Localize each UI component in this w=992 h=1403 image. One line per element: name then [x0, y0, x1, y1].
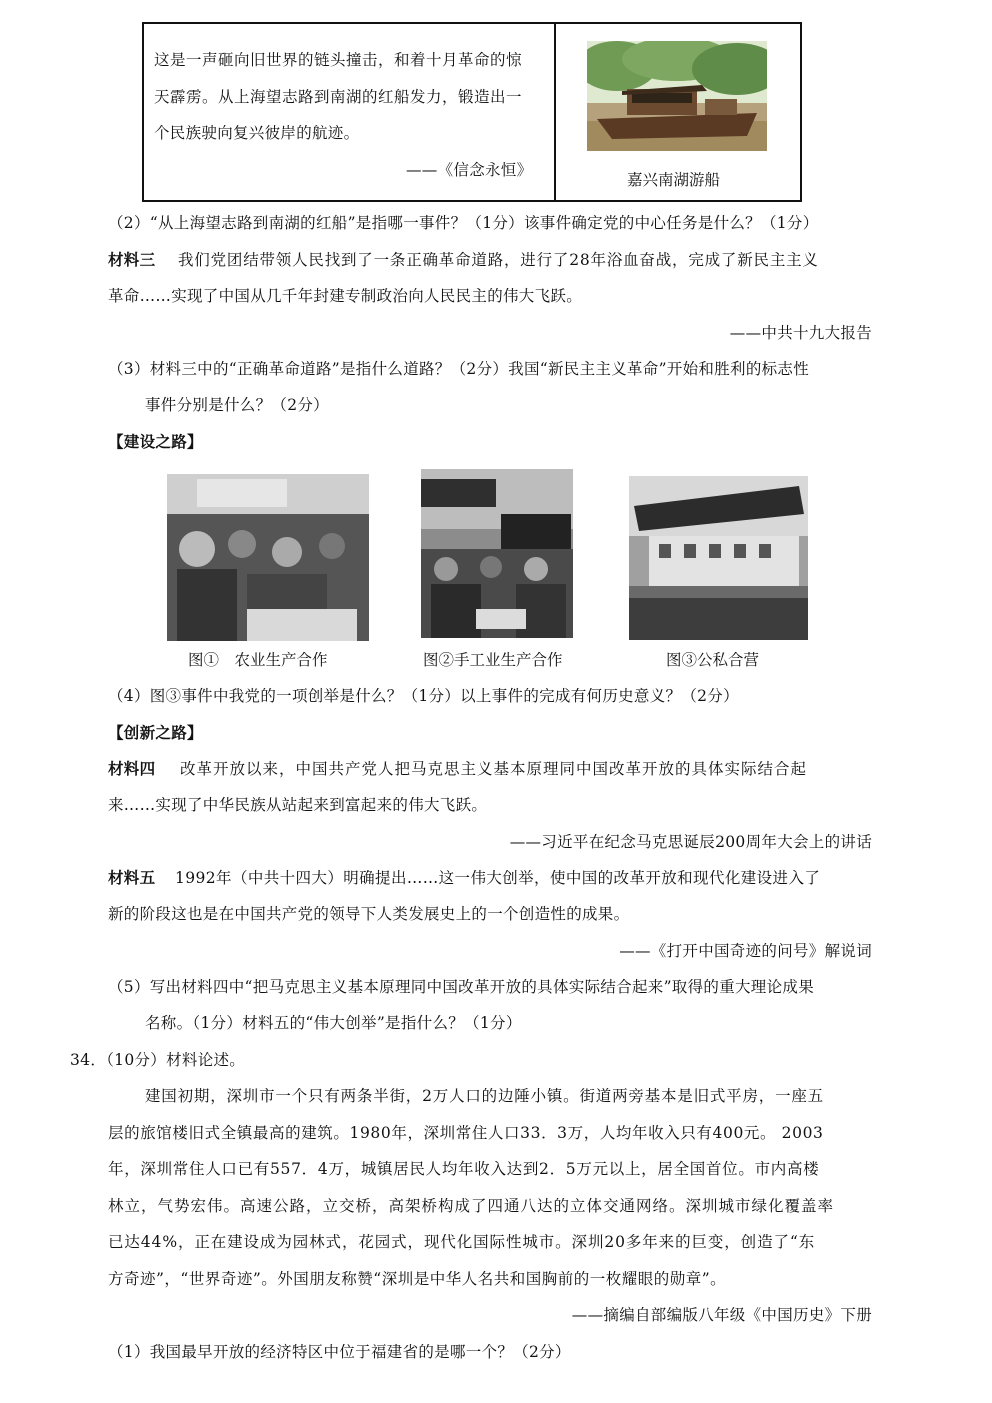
question-3-line-2: 事件分别是什么？（2分）	[145, 396, 329, 414]
material-3-line-2: 革命……实现了中国从几千年封建专制政治向人民民主的伟大飞跃。	[108, 287, 583, 305]
q34-question-1: （1）我国最早开放的经济特区中位于福建省的是哪一个？（2分）	[108, 1343, 571, 1361]
figure-2-caption: 图②手工业生产合作	[423, 651, 563, 669]
figure-2-photo	[421, 469, 573, 638]
question-3-line-1: （3）材料三中的“正确革命道路”是指什么道路？（2分）我国“新民主主义革命”开始和胜利的标志性	[108, 360, 810, 378]
quote-line-3: 个民族驶向复兴彼岸的航迹。	[154, 124, 360, 142]
material-4-label: 材料四	[108, 759, 156, 778]
material-box	[142, 22, 802, 202]
material-4-line-2: 来……实现了中华民族从站起来到富起来的伟大飞跃。	[108, 796, 488, 814]
figure-3-photo	[629, 476, 808, 640]
material-3-label: 材料三	[108, 250, 156, 269]
section-innovate-heading: 【创新之路】	[108, 723, 203, 742]
q34-paragraph-line-6: 方奇迹”，“世界奇迹”。外国朋友称赞“深圳是中华人名共和国胸前的一枚耀眼的勋章”。	[108, 1270, 727, 1288]
question-2: （2）“从上海望志路到南湖的红船”是指哪一事件？（1分）该事件确定党的中心任务是什么？（1分）	[108, 214, 819, 232]
nanhu-boat-photo	[587, 41, 767, 151]
question-34-title: 34．（10分）材料论述。	[70, 1051, 246, 1069]
q34-source: ——摘编自部编版八年级《中国历史》下册	[571, 1306, 872, 1324]
figure-3-caption: 图③公私合营	[666, 651, 760, 669]
quote-source: ——《信念永恒》	[406, 161, 533, 179]
q34-paragraph-line-2: 层的旅馆楼旧式全镇最高的建筑。1980年，深圳常住人口33．3万，人均年收入只有400元。 2003	[108, 1124, 824, 1142]
box-divider	[554, 24, 556, 200]
material-4-source: ——习近平在纪念马克思诞辰200周年大会上的讲话	[509, 833, 872, 851]
section-build-heading: 【建设之路】	[108, 432, 203, 451]
quote-line-2: 天霹雳。从上海望志路到南湖的红船发力，锻造出一	[154, 88, 523, 106]
question-4: （4）图③事件中我党的一项创举是什么？（1分）以上事件的完成有何历史意义？（2分）	[108, 687, 739, 705]
quote-line-1: 这是一声砸向旧世界的链头撞击，和着十月革命的惊	[154, 51, 523, 69]
material-5-label: 材料五	[108, 868, 156, 887]
material-5-line-1: 1992年（中共十四大）明确提出……这一伟大创举，使中国的改革开放和现代化建设进入了	[175, 869, 821, 887]
boat-photo-caption: 嘉兴南湖游船	[627, 171, 721, 189]
q34-paragraph-line-3: 年，深圳常住人口已有557．4万，城镇居民人均年收入达到2．5万元以上，居全国首位。市内高楼	[108, 1160, 820, 1178]
material-5-source: ——《打开中国奇迹的问号》解说词	[619, 942, 872, 960]
q34-paragraph-line-4: 林立，气势宏伟。高速公路，立交桥，高架桥构成了四通八达的立体交通网络。深圳城市绿化覆盖率	[108, 1197, 835, 1215]
q34-paragraph-line-5: 已达44%，正在建设成为园林式，花园式，现代化国际性城市。深圳20多年来的巨变，创造了“东	[108, 1233, 816, 1251]
question-5-line-1: （5）写出材料四中“把马克思主义基本原理同中国改革开放的具体实际结合起来”取得的重大理论成果	[108, 978, 815, 996]
material-3-line-1: 我们党团结带领人民找到了一条正确革命道路，进行了28年浴血奋战，完成了新民主主义	[178, 251, 819, 269]
material-4-line-1: 改革开放以来，中国共产党人把马克思主义基本原理同中国改革开放的具体实际结合起	[180, 760, 808, 778]
material-3-source: ——中共十九大报告	[729, 324, 872, 342]
q34-paragraph-line-1: 建国初期，深圳市一个只有两条半街，2万人口的边陲小镇。街道两旁基本是旧式平房，一座五	[145, 1087, 824, 1105]
figure-1-caption: 图① 农业生产合作	[188, 651, 328, 669]
figure-1-photo	[167, 474, 369, 641]
question-5-line-2: 名称。（1分）材料五的“伟大创举”是指什么？（1分）	[145, 1014, 522, 1032]
material-5-line-2: 新的阶段这也是在中国共产党的领导下人类发展史上的一个创造性的成果。	[108, 905, 630, 923]
